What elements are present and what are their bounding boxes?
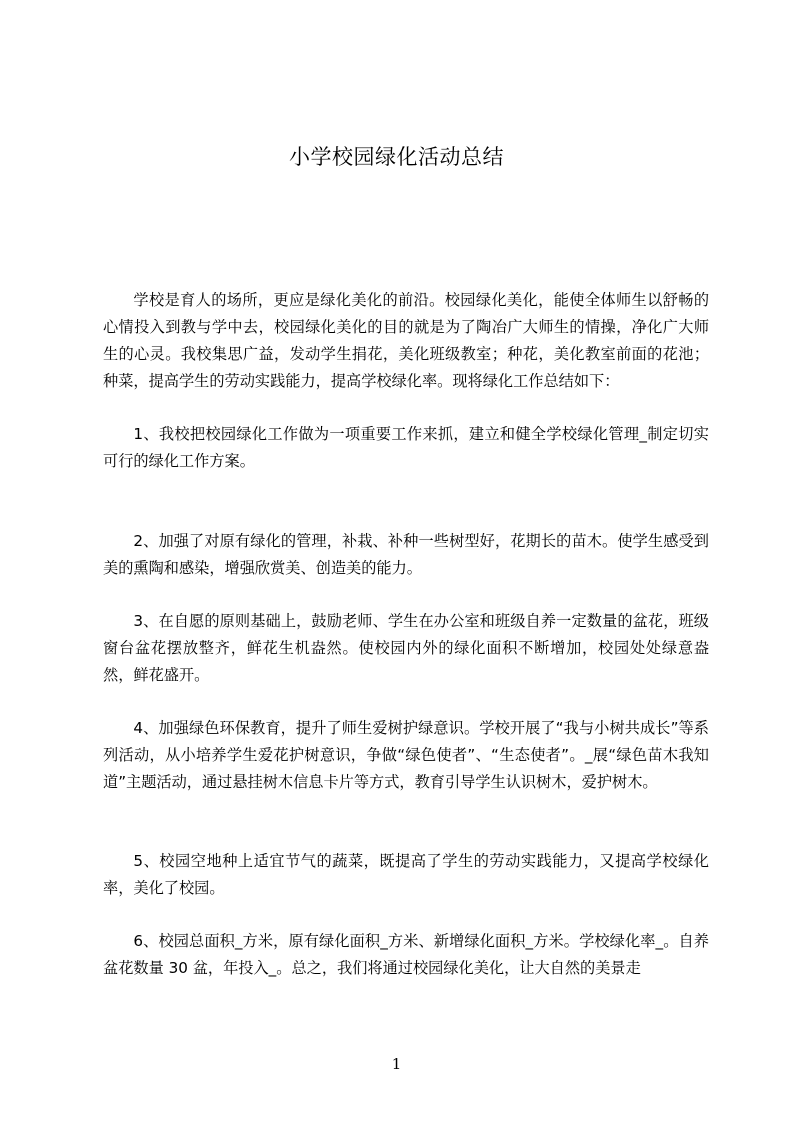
item-5-paragraph: 5、校园空地种上适宜节气的蔬菜，既提高了学生的劳动实践能力，又提高学校绿化率，美化了校园。: [103, 852, 709, 897]
page-number: 1: [391, 1055, 402, 1073]
item-2-paragraph: 2、加强了对原有绿化的管理，补栽、补种一些树型好，花期长的苗木。使学生感受到美的熏陶和感染，增强欣赏美、创造美的能力。: [103, 532, 709, 577]
item-6-paragraph: 6、校园总面积_方米，原有绿化面积_方米、新增绿化面积_方米。学校绿化率_。自养盆花数量 30 盆，年投入_。总之，我们将通过校园绿化美化，让大自然的美景走: [103, 932, 709, 977]
item-4-paragraph: 4、加强绿色环保教育，提升了师生爱树护绿意识。学校开展了“我与小树共成长”等系列活动，从小培养学生爱花护树意识，争做“绿色使者”、“生态使者”。_展“绿色苗木我知道”主题活动，通过悬挂树木信息卡片等方式，教育引导学生认识树木，爱护树木。: [103, 719, 709, 791]
intro-paragraph: 学校是育人的场所，更应是绿化美化的前沿。校园绿化美化，能使全体师生以舒畅的心情投入到教与学中去，校园绿化美化的目的就是为了陶冶广大师生的情操，净化广大师生的心灵。我校集思广益，发动学生捐花，美化班级教室；种花，美化教室前面的花池；种菜，提高学生的劳动实践能力，提高学校绿化率。现将绿化工作总结如下：: [103, 291, 709, 390]
item-3-paragraph: 3、在自愿的原则基础上，鼓励老师、学生在办公室和班级自养一定数量的盆花，班级窗台盆花摆放整齐，鲜花生机盎然。使校园内外的绿化面积不断增加，校园处处绿意盎然，鲜花盛开。: [103, 612, 709, 684]
document-title: 小学校园绿化活动总结: [289, 145, 504, 169]
item-1-paragraph: 1、我校把校园绿化工作做为一项重要工作来抓，建立和健全学校绿化管理_制定切实可行的绿化工作方案。: [103, 425, 709, 470]
